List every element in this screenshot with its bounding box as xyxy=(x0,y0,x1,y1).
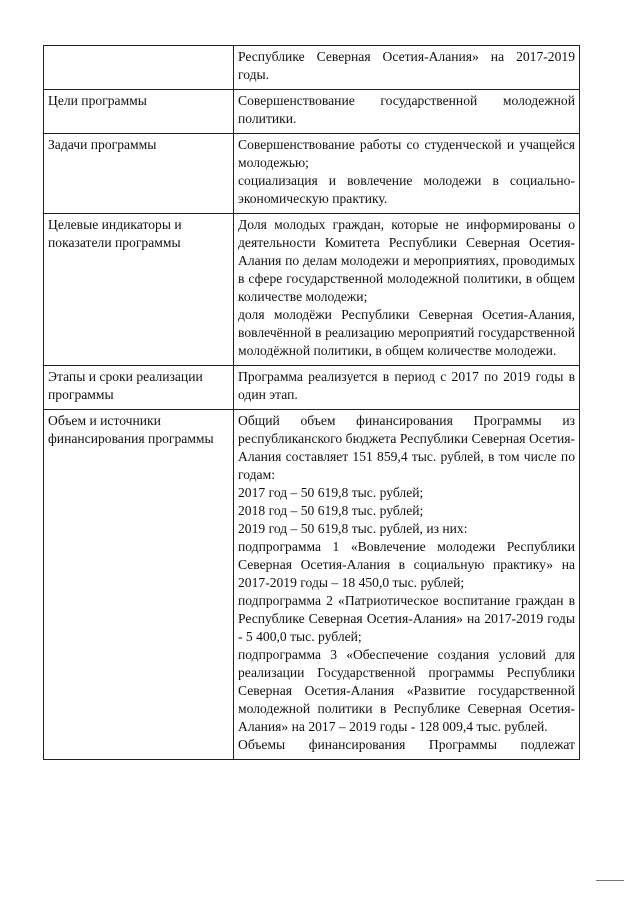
row-value xyxy=(234,134,580,214)
value-paragraph: 2018 год – 50 619,8 тыс. рублей; xyxy=(238,503,424,518)
value-paragraph: 2019 год – 50 619,8 тыс. рублей, из них: xyxy=(238,521,468,536)
row-value xyxy=(234,214,580,366)
program-passport-table xyxy=(43,45,580,760)
value-paragraph: социализация и вовлечение молодежи в социально-экономическую практику. xyxy=(238,173,575,206)
value-paragraph: Совершенствование работы со студенческой и учащейся молодежью; xyxy=(238,137,575,170)
value-paragraph: Доля молодых граждан, которые не информированы о деятельности Комитета Республики Северная Осетия-Алания по делам молодежи и мероприятиях, проводимых в сфере государственной молодежной политики, в общем количестве молодежи; xyxy=(238,217,575,304)
value-paragraph: подпрограмма 2 «Патриотическое воспитание граждан в Республике Северная Осетия-Алания» на 2017-2019 годы - 5 400,0 тыс. рублей; xyxy=(238,593,575,644)
value-paragraph: 2017 год – 50 619,8 тыс. рублей; xyxy=(238,485,424,500)
value-paragraph: Общий объем финансирования Программы из республиканского бюджета Республики Северная Осетия-Алания составляет 151 859,4 тыс. рублей, в том числе по годам: xyxy=(238,413,575,482)
row-label: Цели программы xyxy=(44,90,234,134)
row-value xyxy=(234,90,580,134)
value-paragraph: доля молодёжи Республики Северная Осетия-Алания, вовлечённой в реализацию мероприятий государственной молодёжной политики, в общем количестве молодежи. xyxy=(238,307,575,358)
value-paragraph: подпрограмма 3 «Обеспечение создания условий для реализации Государственной программы Республики Северная Осетия-Алания «Развитие государственной молодежной политики в Республике Северная Осетия-Алания» на 2017 – 2019 годы - 128 009,4 тыс. рублей. xyxy=(238,647,575,734)
value-paragraph: подпрограмма 1 «Вовлечение молодежи Республики Северная Осетия-Алания в социальную практику» на 2017-2019 годы – 18 450,0 тыс. рублей; xyxy=(238,539,575,590)
value-paragraph: Объемы финансирования Программы подлежат xyxy=(238,737,575,752)
row-value xyxy=(234,366,580,410)
row-label: Целевые индикаторы и показатели программы xyxy=(44,214,234,366)
row-value xyxy=(234,46,580,90)
table-row xyxy=(44,90,580,134)
value-paragraph: Совершенствование государственной молодежной политики. xyxy=(238,93,575,126)
value-paragraph: Программа реализуется в период с 2017 по 2019 годы в один этап. xyxy=(238,369,575,402)
table-row xyxy=(44,214,580,366)
value-paragraph: Республике Северная Осетия-Алания» на 2017-2019 годы. xyxy=(238,49,575,82)
row-label: Этапы и сроки реализации программы xyxy=(44,366,234,410)
page-edge-mark xyxy=(596,880,624,881)
table-row xyxy=(44,410,580,760)
row-label: Объем и источники финансирования программы xyxy=(44,410,234,760)
row-label xyxy=(44,46,234,90)
table-row xyxy=(44,46,580,90)
row-label: Задачи программы xyxy=(44,134,234,214)
table-row xyxy=(44,366,580,410)
table-row xyxy=(44,134,580,214)
row-value xyxy=(234,410,580,760)
